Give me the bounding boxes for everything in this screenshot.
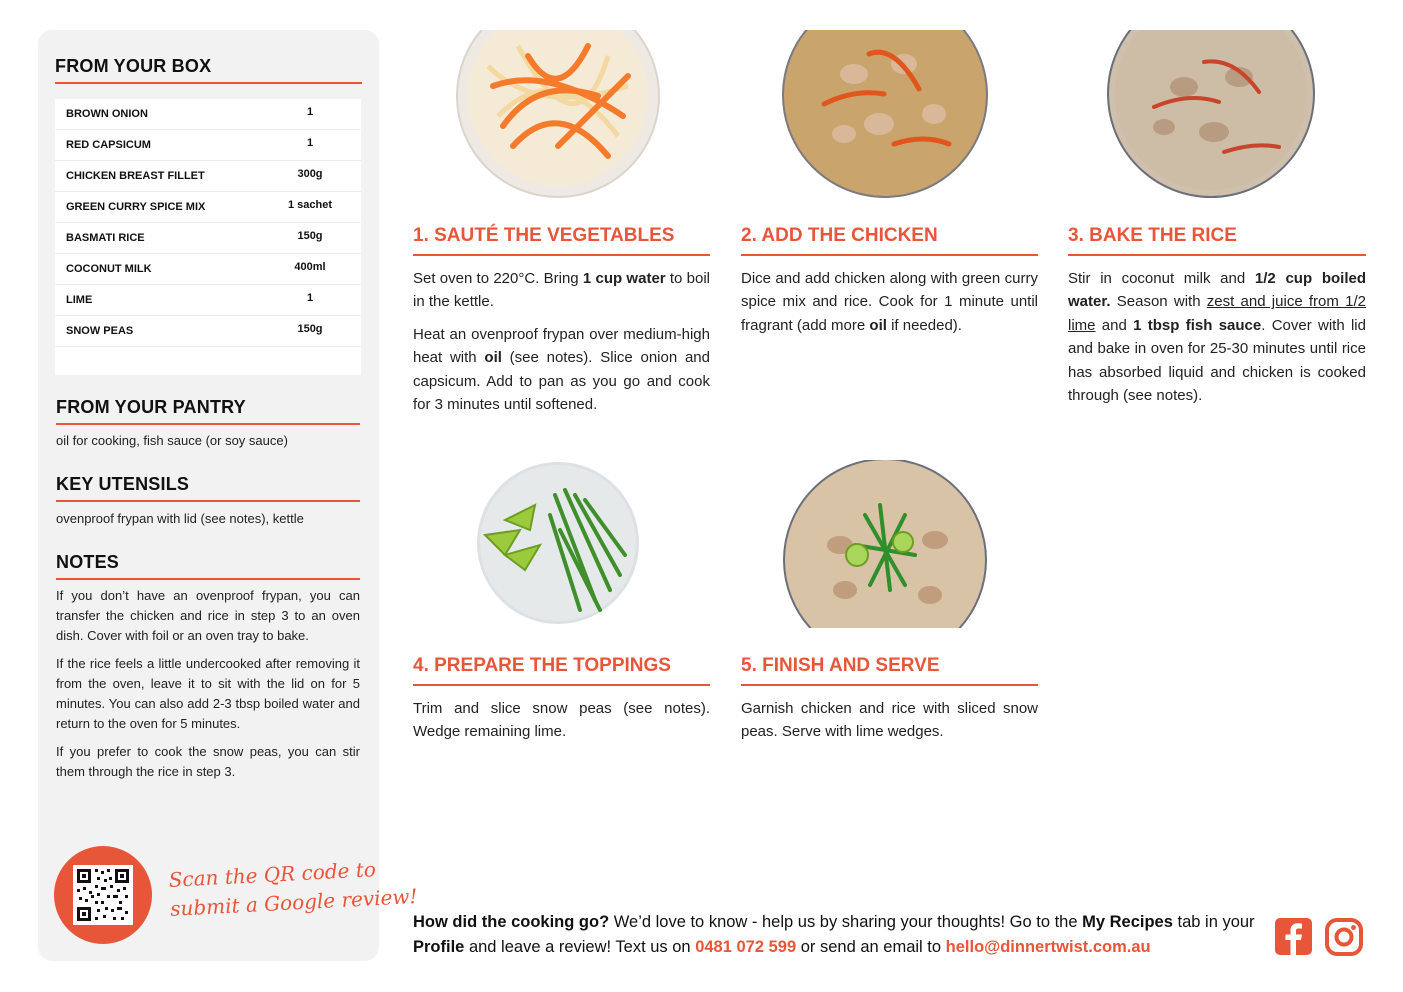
step3-paragraph — [1068, 267, 1366, 407]
divider — [55, 82, 362, 84]
table-row — [55, 161, 361, 192]
text: . Cover with lid and bake in oven for 25-30 minutes until rice has absorbed liquid and chicken is cooked through (see notes). — [1068, 316, 1366, 405]
text: and leave a review! Text us on — [464, 938, 696, 956]
table-row — [55, 99, 361, 130]
step3-body — [1068, 267, 1366, 416]
text: to boil in the kettle. — [413, 270, 711, 311]
qr-badge[interactable] — [54, 846, 152, 944]
ingredient-name: SNOW PEAS — [66, 325, 134, 337]
step1-title: 1. SAUTÉ THE VEGETABLES — [413, 225, 675, 246]
footer-message — [413, 910, 1263, 960]
ingredients-table — [55, 99, 361, 375]
qr-caption-line: submit a Google review! — [169, 884, 419, 921]
pantry-text: oil for cooking, fish sauce (or soy sauce) — [56, 433, 288, 448]
bold-text: 1/2 cup boiled water. — [1068, 270, 1366, 311]
ingredient-name: COCONUT MILK — [66, 263, 152, 275]
bold-text: My Recipes — [1082, 913, 1173, 931]
text: Heat an ovenproof frypan over medium-high heat with — [413, 325, 710, 367]
text: and — [1095, 316, 1134, 334]
table-row — [55, 192, 361, 223]
text: tab in your — [1172, 913, 1255, 931]
bold-text: oil — [869, 316, 887, 334]
underlined-text: zest and juice from 1/2 lime — [1068, 293, 1366, 334]
text: if needed). — [886, 316, 962, 334]
step2-title: 2. ADD THE CHICKEN — [741, 225, 938, 246]
ingredient-name: BROWN ONION — [66, 108, 148, 120]
ingredient-qty: 150g — [297, 230, 323, 242]
divider — [741, 684, 1038, 686]
utensils-text: ovenproof frypan with lid (see notes), kettle — [56, 511, 304, 526]
email-link[interactable]: hello@dinnertwist.com.au — [945, 938, 1151, 956]
table-row — [55, 316, 361, 347]
bold-text: 1 cup water — [582, 270, 666, 287]
text: We’d love to know - help us by sharing your thoughts! Go to the — [609, 913, 1083, 931]
step5-title: 5. FINISH AND SERVE — [741, 655, 940, 676]
step1-body — [413, 267, 710, 425]
table-row — [55, 130, 361, 161]
divider — [741, 254, 1038, 256]
phone-link[interactable]: 0481 072 599 — [695, 938, 797, 956]
ingredient-name: GREEN CURRY SPICE MIX — [66, 201, 206, 213]
step4-body: Trim and slice snow peas (see notes). Wedge remaining lime. — [413, 700, 710, 741]
step3-photo — [1107, 30, 1315, 198]
step2-photo — [782, 30, 988, 198]
step1-paragraph — [413, 323, 710, 417]
qr-caption-line: Scan the QR code to — [168, 857, 377, 892]
ingredient-qty: 1 — [306, 137, 314, 149]
bold-text: Profile — [413, 938, 465, 956]
bold-text: oil — [484, 349, 502, 367]
notes — [56, 586, 360, 790]
text: Dice and add chicken along with green curry spice mix and rice. Cook for 1 minute until fragrant (add more — [741, 270, 1038, 334]
note-paragraph: If you don’t have an ovenproof frypan, you can transfer the chicken and rice in step 3 to an oven dish. Cover with foil or an oven tray to bake. — [56, 588, 360, 643]
table-row — [55, 285, 361, 316]
ingredient-name: LIME — [66, 294, 93, 306]
ingredient-qty: 1 — [306, 292, 314, 304]
ingredient-name: CHICKEN BREAST FILLET — [66, 170, 205, 182]
step2-body — [741, 267, 1038, 346]
instagram-icon[interactable] — [1325, 918, 1362, 955]
text: or send an email to — [796, 938, 946, 956]
ingredient-qty: 1 — [306, 106, 314, 118]
step3-title: 3. BAKE THE RICE — [1068, 225, 1237, 246]
step5-body: Garnish chicken and rice with sliced snow peas. Serve with lime wedges. — [741, 700, 1038, 741]
note-paragraph: If the rice feels a little undercooked after removing it from the oven, leave it to sit with the lid on for 5 minutes. You can also add 2-3 tbsp boiled water and return to the oven for 5 minutes. — [56, 656, 360, 731]
ingredient-name: RED CAPSICUM — [66, 139, 151, 151]
pantry-title: FROM YOUR PANTRY — [56, 397, 246, 417]
step1-photo — [456, 30, 660, 198]
qr-caption — [168, 853, 418, 924]
text: Season with — [1110, 293, 1207, 311]
ingredient-qty: 150g — [297, 323, 323, 335]
ingredient-qty: 300g — [297, 168, 323, 180]
notes-title: NOTES — [56, 552, 120, 572]
step2-paragraph — [741, 267, 1038, 337]
divider — [56, 500, 360, 502]
step4-photo — [475, 460, 641, 626]
ingredient-qty: 400ml — [294, 261, 326, 273]
bold-text: How did the cooking go? — [413, 913, 610, 931]
step4-title: 4. PREPARE THE TOPPINGS — [413, 655, 671, 676]
divider — [56, 578, 360, 580]
text: Stir in coconut milk and — [1068, 270, 1255, 287]
qr-code-icon — [73, 865, 133, 925]
step5-photo — [783, 460, 987, 628]
text: Set oven to 220°C. Bring — [413, 270, 583, 287]
text: (see notes). Slice onion and capsicum. Add to pan as you go and cook for 3 minutes until softened. — [413, 349, 710, 414]
note-paragraph: If you prefer to cook the snow peas, you can stir them through the rice in step 3. — [56, 744, 360, 779]
divider — [413, 684, 710, 686]
table-row — [55, 254, 361, 285]
box-title: FROM YOUR BOX — [55, 56, 212, 76]
bold-text: 1 tbsp fish sauce — [1133, 316, 1262, 334]
table-row — [55, 223, 361, 254]
divider — [1068, 254, 1366, 256]
step1-paragraph — [413, 267, 710, 314]
divider — [56, 423, 360, 425]
utensils-title: KEY UTENSILS — [56, 474, 190, 494]
ingredient-name: BASMATI RICE — [66, 232, 145, 244]
ingredient-qty: 1 sachet — [287, 199, 333, 211]
facebook-icon[interactable] — [1275, 918, 1312, 955]
divider — [413, 254, 710, 256]
